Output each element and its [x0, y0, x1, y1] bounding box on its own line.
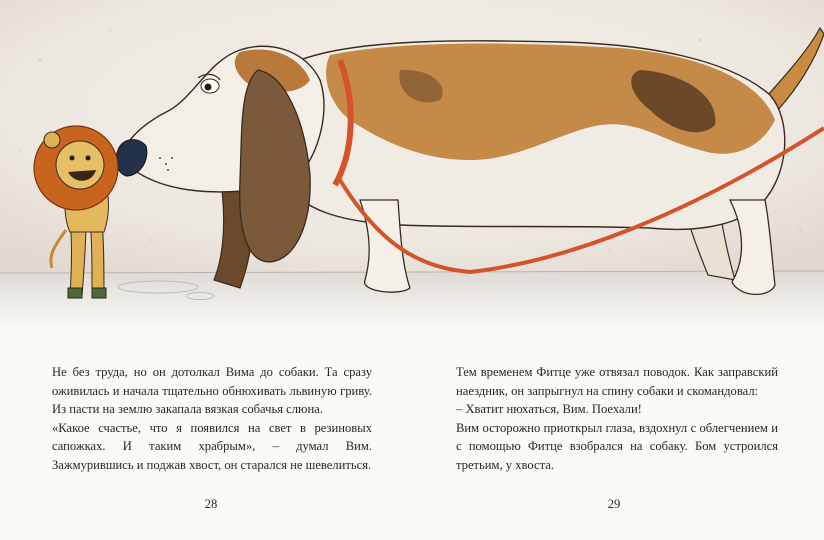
paragraph: Не без труда, но он дотолкал Вима до собаки. Та сразу оживилась и начала тщательно обнюхивать львиную гриву. Из пасти на землю закапала вязкая собачья слюна.	[52, 365, 372, 416]
paragraph: Тем временем Фитце уже отвязал поводок. Как заправский наездник, он запрыгнул на спину собаки и скомандовал:	[456, 365, 778, 398]
paragraph: – Хватит нюхаться, Вим. Поехали!	[456, 402, 642, 416]
right-page-text	[456, 363, 778, 474]
page-number-left: 28	[204, 497, 218, 511]
page-number-right: 29	[607, 497, 621, 511]
paragraph: «Какое счастье, что я появился на свет в резиновых сапожках. И таким храбрым», – думал Вим. Зажмурившись и поджав хвост, он старался не шевелиться.	[52, 420, 372, 472]
left-page-text	[52, 363, 372, 474]
paragraph: Вим осторожно приоткрыл глаза, вздохнул с облегчением и с помощью Фитце взобрался на собаку. Бом устроился третьим, у хвоста.	[456, 420, 778, 472]
